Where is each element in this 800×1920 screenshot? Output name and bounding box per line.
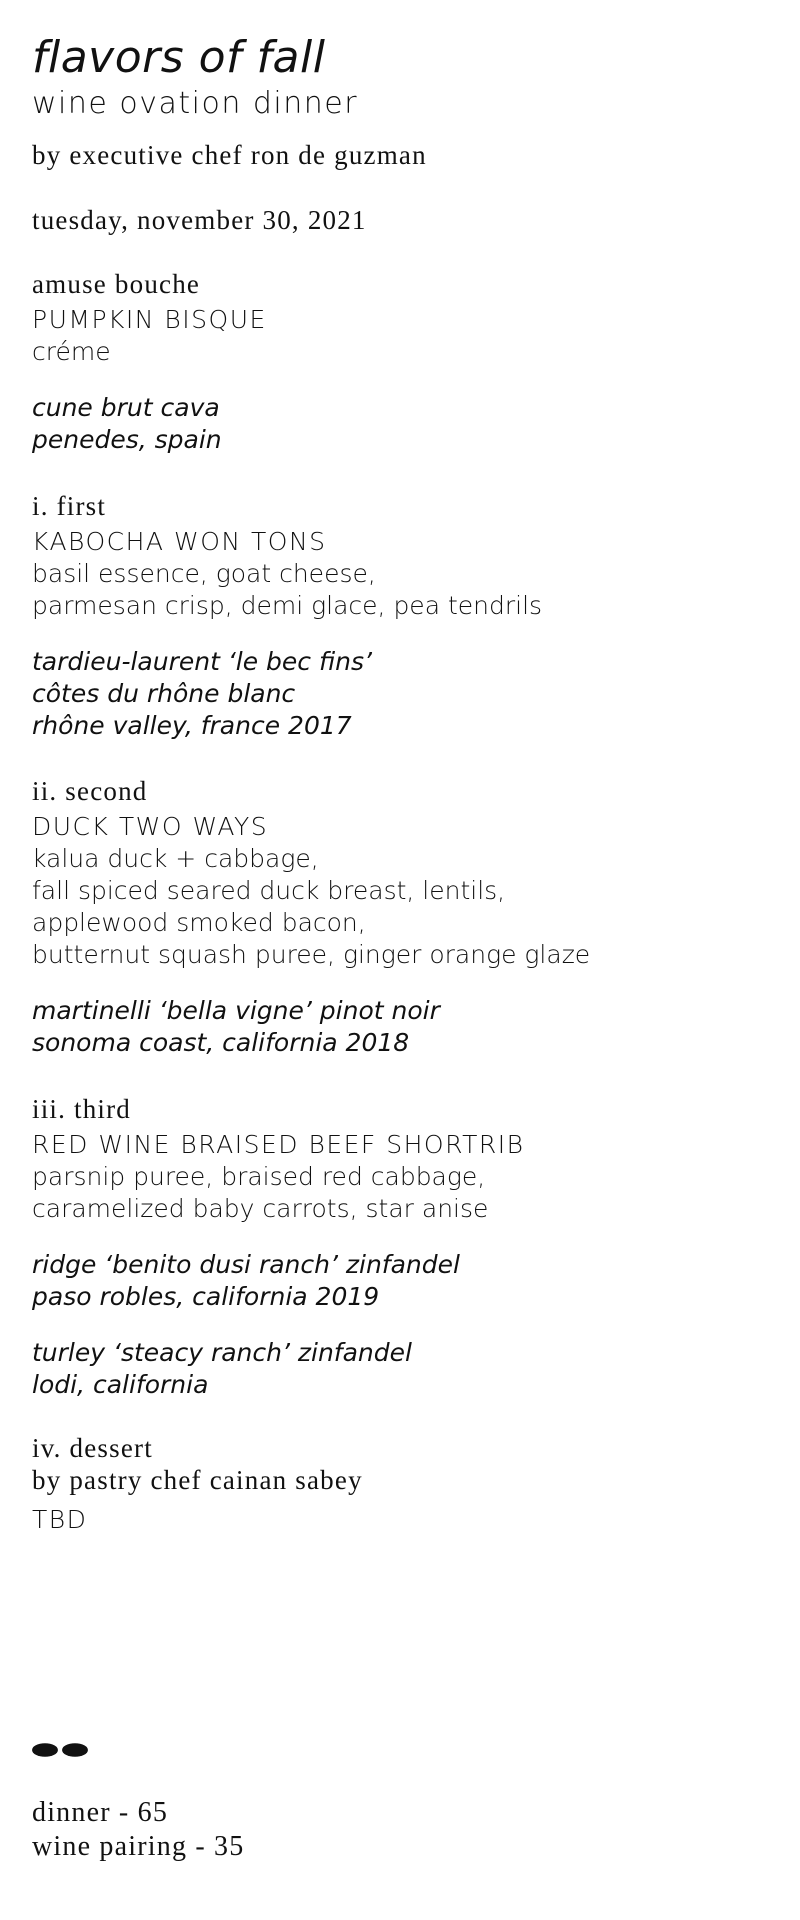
dish-description — [32, 1161, 772, 1225]
dish-description — [32, 558, 772, 622]
dish-name: KABOCHA WON TONS — [32, 527, 327, 556]
description-line: caramelized baby carrots, star anise — [32, 1194, 489, 1223]
dish-name: RED WINE BRAISED BEEF SHORTRIB — [32, 1130, 525, 1159]
wine-line: paso robles, california 2019 — [32, 1282, 380, 1311]
wine-line: tardieu-laurent ‘le bec fins’ — [32, 647, 372, 676]
pastry-chef: by pastry chef cainan sabey — [32, 1465, 363, 1495]
description-line: kalua duck + cabbage, — [32, 844, 319, 873]
dish-description — [32, 336, 772, 368]
description-line: parsnip puree, braised red cabbage, — [32, 1162, 486, 1191]
wine-line: sonoma coast, california 2018 — [32, 1028, 410, 1057]
course-second — [32, 775, 772, 1059]
course-first — [32, 490, 772, 742]
wine-line: turley ‘steacy ranch’ zinfandel — [32, 1338, 412, 1367]
wine-line: martinelli ‘bella vigne’ pinot noir — [32, 996, 440, 1025]
description-line: basil essence, goat cheese, — [32, 559, 376, 588]
wine-pairing — [32, 646, 772, 742]
wine-line: lodi, california — [32, 1370, 209, 1399]
menu-subtitle: wine ovation dinner — [32, 86, 359, 121]
course-dessert — [32, 1432, 772, 1536]
description-line: butternut squash puree, ginger orange glaze — [32, 940, 591, 969]
course-amuse-bouche — [32, 268, 772, 456]
course-label: iv. dessert — [32, 1433, 153, 1463]
wine-line: rhône valley, france 2017 — [32, 711, 352, 740]
executive-chef: by executive chef ron de guzman — [32, 140, 427, 170]
course-label: amuse bouche — [32, 269, 201, 299]
wine-pairing — [32, 1249, 772, 1313]
description-line: créme — [32, 337, 111, 366]
course-label: i. first — [32, 491, 107, 521]
wine-line: cune brut cava — [32, 393, 220, 422]
course-third — [32, 1093, 772, 1401]
leaf-icon — [62, 1742, 88, 1758]
course-label: iii. third — [32, 1094, 131, 1124]
course-label: ii. second — [32, 776, 148, 806]
wine-pairing — [32, 995, 772, 1059]
wine-pairing — [32, 392, 772, 456]
description-line: parmesan crisp, demi glace, pea tendrils — [32, 591, 543, 620]
dish-description — [32, 843, 772, 971]
description-line: applewood smoked bacon, — [32, 908, 366, 937]
wine-pairing — [32, 1337, 772, 1401]
event-date: tuesday, november 30, 2021 — [32, 205, 367, 235]
description-line: fall spiced seared duck breast, lentils, — [32, 876, 506, 905]
pricing — [32, 1796, 244, 1864]
leaf-icon — [32, 1742, 58, 1758]
wine-line: ridge ‘benito dusi ranch’ zinfandel — [32, 1250, 460, 1279]
dish-name: PUMPKIN BISQUE — [32, 305, 267, 334]
menu-title: flavors of fall — [32, 32, 326, 83]
wine-pairing-price: wine pairing - 35 — [32, 1831, 245, 1862]
dish-name: DUCK TWO WAYS — [32, 812, 269, 841]
wine-line: côtes du rhône blanc — [32, 679, 296, 708]
wine-line: penedes, spain — [32, 425, 222, 454]
dinner-price: dinner - 65 — [32, 1797, 169, 1828]
dish-name: TBD — [32, 1505, 88, 1534]
leaf-pair-icon — [32, 1742, 88, 1758]
